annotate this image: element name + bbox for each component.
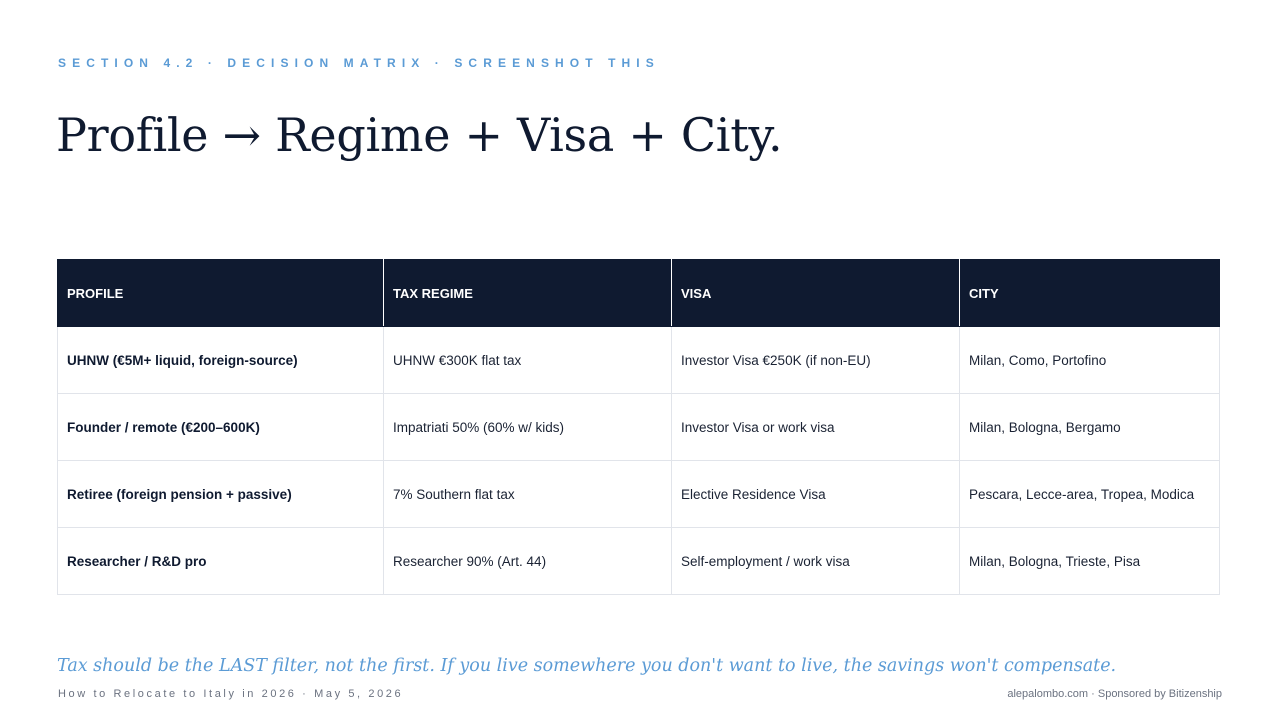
table-row bbox=[58, 394, 1220, 461]
city-cell: Milan, Bologna, Trieste, Pisa bbox=[960, 528, 1220, 595]
column-header-visa: VISA bbox=[672, 260, 960, 327]
city-cell: Pescara, Lecce-area, Tropea, Modica bbox=[960, 461, 1220, 528]
city-cell: Milan, Bologna, Bergamo bbox=[960, 394, 1220, 461]
column-header-profile: PROFILE bbox=[58, 260, 384, 327]
takeaway-note: Tax should be the LAST filter, not the first. If you live somewhere you don't want to live, the savings won't compensate. bbox=[57, 656, 1117, 676]
column-header-tax-regime: TAX REGIME bbox=[384, 260, 672, 327]
profile-cell: Researcher / R&D pro bbox=[58, 528, 384, 595]
column-header-city: CITY bbox=[960, 260, 1220, 327]
table-header-row bbox=[58, 260, 1220, 327]
eyebrow: SECTION 4.2 · DECISION MATRIX · SCREENSHOT THIS bbox=[58, 56, 660, 70]
tax-regime-cell: UHNW €300K flat tax bbox=[384, 327, 672, 394]
tax-regime-cell: Researcher 90% (Art. 44) bbox=[384, 528, 672, 595]
profile-cell: Retiree (foreign pension + passive) bbox=[58, 461, 384, 528]
page-title: Profile → Regime + Visa + City. bbox=[56, 108, 783, 162]
tax-regime-cell: 7% Southern flat tax bbox=[384, 461, 672, 528]
city-cell: Milan, Como, Portofino bbox=[960, 327, 1220, 394]
visa-cell: Investor Visa or work visa bbox=[672, 394, 960, 461]
visa-cell: Elective Residence Visa bbox=[672, 461, 960, 528]
profile-cell: UHNW (€5M+ liquid, foreign-source) bbox=[58, 327, 384, 394]
decision-matrix-table bbox=[57, 259, 1220, 595]
table-row bbox=[58, 461, 1220, 528]
footer-deck-info: How to Relocate to Italy in 2026 · May 5, 2026 bbox=[58, 688, 404, 700]
table-row bbox=[58, 327, 1220, 394]
profile-cell: Founder / remote (€200–600K) bbox=[58, 394, 384, 461]
footer-credit: alepalombo.com · Sponsored by Bitizenship bbox=[1007, 688, 1222, 700]
visa-cell: Investor Visa €250K (if non-EU) bbox=[672, 327, 960, 394]
tax-regime-cell: Impatriati 50% (60% w/ kids) bbox=[384, 394, 672, 461]
visa-cell: Self-employment / work visa bbox=[672, 528, 960, 595]
table-row bbox=[58, 528, 1220, 595]
